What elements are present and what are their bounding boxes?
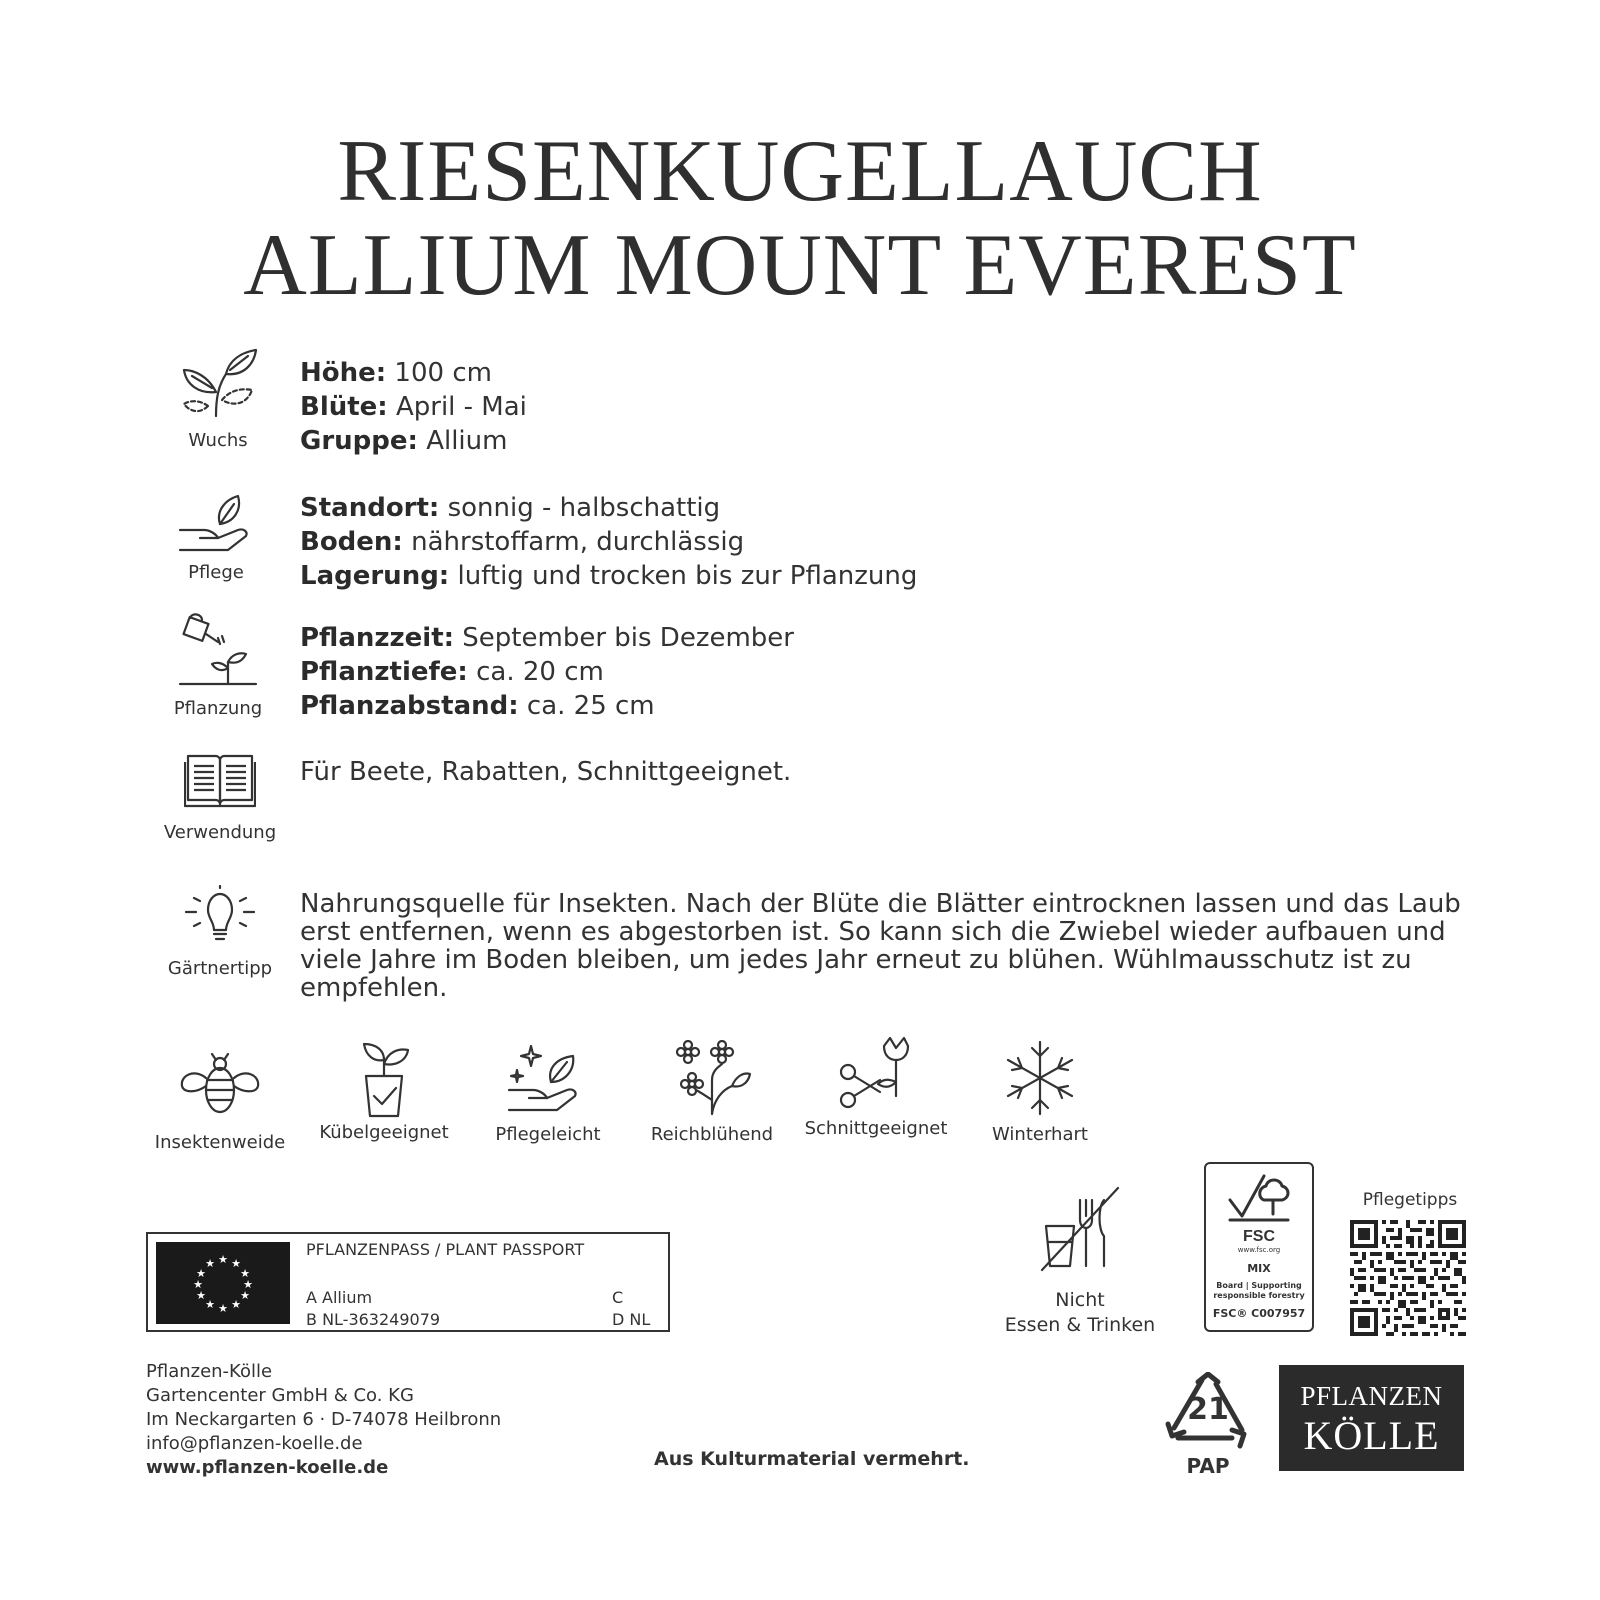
logo-line-1: PFLANZEN (1300, 1381, 1443, 1411)
address-line: Gartencenter GmbH & Co. KG (146, 1385, 414, 1406)
info-row (300, 621, 794, 655)
feature-kuebelgeeignet (304, 1036, 464, 1143)
fsc-mix: MIX (1247, 1262, 1271, 1275)
svg-text:★: ★ (196, 1267, 206, 1280)
passport-c: C (612, 1288, 624, 1307)
info-value: April - Mai (387, 392, 527, 422)
watering-can-sprout-icon (176, 612, 260, 692)
fsc-board-line: responsible forestry (1213, 1291, 1305, 1300)
feature-label: Winterhart (992, 1124, 1088, 1145)
fsc-board-line: Board | Supporting (1216, 1281, 1302, 1290)
svg-text:★: ★ (205, 1298, 215, 1311)
info-row (300, 525, 917, 559)
hand-leaf-icon (176, 494, 256, 556)
svg-text:★: ★ (240, 1289, 250, 1302)
info-value: ca. 25 cm (518, 691, 655, 721)
fsc-tree-check-icon (1224, 1170, 1294, 1226)
plant-passport (146, 1232, 670, 1332)
feature-insektenweide (140, 1048, 300, 1153)
info-key: Pflanzzeit: (300, 623, 455, 653)
info-value: September bis Dezember (454, 623, 794, 653)
potted-plant-icon (354, 1036, 414, 1118)
pflege-icon-box (146, 494, 286, 583)
feature-schnittgeeignet (796, 1034, 956, 1139)
recycle-number: 21 (1187, 1392, 1229, 1427)
fsc-site: www.fsc.org (1237, 1246, 1281, 1254)
info-row (300, 424, 527, 458)
address-line: Pflanzen-Kölle (146, 1361, 273, 1382)
passport-title: PFLANZENPASS / PLANT PASSPORT (306, 1240, 585, 1259)
fsc-board (1206, 1281, 1312, 1301)
pflanzung-label: Pflanzung (173, 698, 263, 719)
title-line-1: RIESENKUGELLAUCH (337, 123, 1263, 220)
tip-line: erst entfernen, wenn es abgestorben ist. So kann sich die Zwiebel wieder aufbauen und (300, 917, 1446, 947)
fsc-code: FSC® C007957 (1212, 1307, 1306, 1320)
info-row (300, 390, 527, 424)
fsc-name: FSC (1243, 1228, 1275, 1245)
sprout-leaves-icon (178, 344, 258, 424)
svg-text:★: ★ (193, 1278, 203, 1291)
info-value: nährstoffarm, durchlässig (402, 527, 745, 557)
recycle-label: PAP (1186, 1454, 1230, 1478)
gaertnertipp-label: Gärtnertipp (167, 958, 273, 979)
feature-label: Pflegeleicht (495, 1124, 601, 1145)
info-value: 100 cm (386, 358, 492, 388)
svg-text:★: ★ (231, 1257, 241, 1270)
email-link[interactable]: info@pflanzen-koelle.de (146, 1433, 363, 1454)
snowflake-icon (1002, 1040, 1078, 1116)
info-key: Gruppe: (300, 426, 418, 456)
info-key: Blüte: (300, 392, 388, 422)
verwendung-text: Für Beete, Rabatten, Schnittgeeignet. (300, 757, 792, 787)
svg-text:★: ★ (196, 1289, 206, 1302)
pflanzung-info (300, 621, 794, 723)
feature-winterhart (960, 1040, 1120, 1145)
no-eat-line: Nicht (1055, 1289, 1105, 1311)
pflanzung-icon-box (148, 612, 288, 719)
wuchs-icon-box (148, 344, 288, 451)
svg-text:★: ★ (218, 1302, 228, 1315)
tip-line: empfehlen. (300, 973, 448, 1003)
address-line: Im Neckargarten 6 · D-74078 Heilbronn (146, 1409, 502, 1430)
qr-label: Pflegetipps (1362, 1190, 1458, 1210)
feature-label: Schnittgeeignet (804, 1118, 948, 1139)
verwendung-label: Verwendung (163, 822, 277, 843)
passport-a: A Allium (306, 1288, 373, 1307)
no-eat-drink-label (1000, 1288, 1160, 1338)
tip-line: Nahrungsquelle für Insekten. Nach der Blüte die Blätter eintrocknen lassen und das Laub (300, 889, 1461, 919)
flower-bouquet-icon (670, 1040, 754, 1116)
svg-text:★: ★ (205, 1257, 215, 1270)
passport-d: D NL (612, 1310, 651, 1329)
verwendung-info (300, 755, 791, 789)
feature-pflegeleicht (468, 1040, 628, 1145)
open-book-icon (184, 750, 256, 808)
info-row (300, 356, 527, 390)
scissors-tulip-icon (834, 1034, 918, 1116)
info-row (300, 655, 794, 689)
info-value: ca. 20 cm (467, 657, 604, 687)
info-key: Boden: (300, 527, 403, 557)
info-key: Standort: (300, 493, 440, 523)
feature-label: Kübelgeeignet (319, 1122, 449, 1143)
svg-text:★: ★ (218, 1253, 228, 1266)
wuchs-info (300, 356, 527, 458)
info-row (300, 559, 917, 593)
no-eat-line: Essen & Trinken (1004, 1314, 1156, 1336)
info-key: Höhe: (300, 358, 387, 388)
info-key: Pflanztiefe: (300, 657, 468, 687)
wuchs-label: Wuchs (188, 430, 248, 451)
gaertnertipp-icon-box (150, 884, 290, 979)
pflege-label: Pflege (188, 562, 244, 583)
no-eat-drink-icon (1040, 1186, 1120, 1272)
pflanzen-koelle-logo (1279, 1365, 1464, 1471)
info-key: Lagerung: (300, 561, 450, 591)
feature-reichbluehend (632, 1040, 792, 1145)
info-value: sonnig - halbschattig (439, 493, 721, 523)
title-line-2: ALLIUM MOUNT EVEREST (243, 217, 1357, 314)
svg-text:★: ★ (243, 1278, 253, 1291)
svg-text:★: ★ (231, 1298, 241, 1311)
culture-note: Aus Kulturmaterial vermehrt. (654, 1448, 970, 1470)
website-link[interactable]: www.pflanzen-koelle.de (146, 1457, 389, 1478)
fsc-label (1204, 1162, 1314, 1332)
svg-text:★: ★ (240, 1267, 250, 1280)
info-key: Pflanzabstand: (300, 691, 519, 721)
gaertnertipp-text (300, 890, 1460, 1002)
logo-line-2: KÖLLE (1303, 1413, 1440, 1458)
eu-flag-icon (156, 1242, 290, 1324)
feature-label: Reichblühend (650, 1124, 774, 1145)
verwendung-icon-box (150, 750, 290, 843)
lightbulb-icon (178, 884, 262, 944)
tip-line: viele Jahre im Boden bleiben, um jedes Jahr erneut zu blühen. Wühlmausschutz ist zu (300, 945, 1412, 975)
info-row (300, 491, 917, 525)
qr-code-icon[interactable] (1350, 1220, 1466, 1336)
bee-icon (178, 1048, 262, 1118)
company-address (146, 1360, 501, 1480)
passport-b: B NL-363249079 (306, 1310, 441, 1329)
info-row (300, 689, 794, 723)
info-value: luftig und trocken bis zur Pflanzung (449, 561, 918, 591)
pflege-info (300, 491, 917, 593)
feature-label: Insektenweide (154, 1132, 286, 1153)
info-value: Allium (417, 426, 508, 456)
easy-care-hand-icon (505, 1040, 591, 1116)
